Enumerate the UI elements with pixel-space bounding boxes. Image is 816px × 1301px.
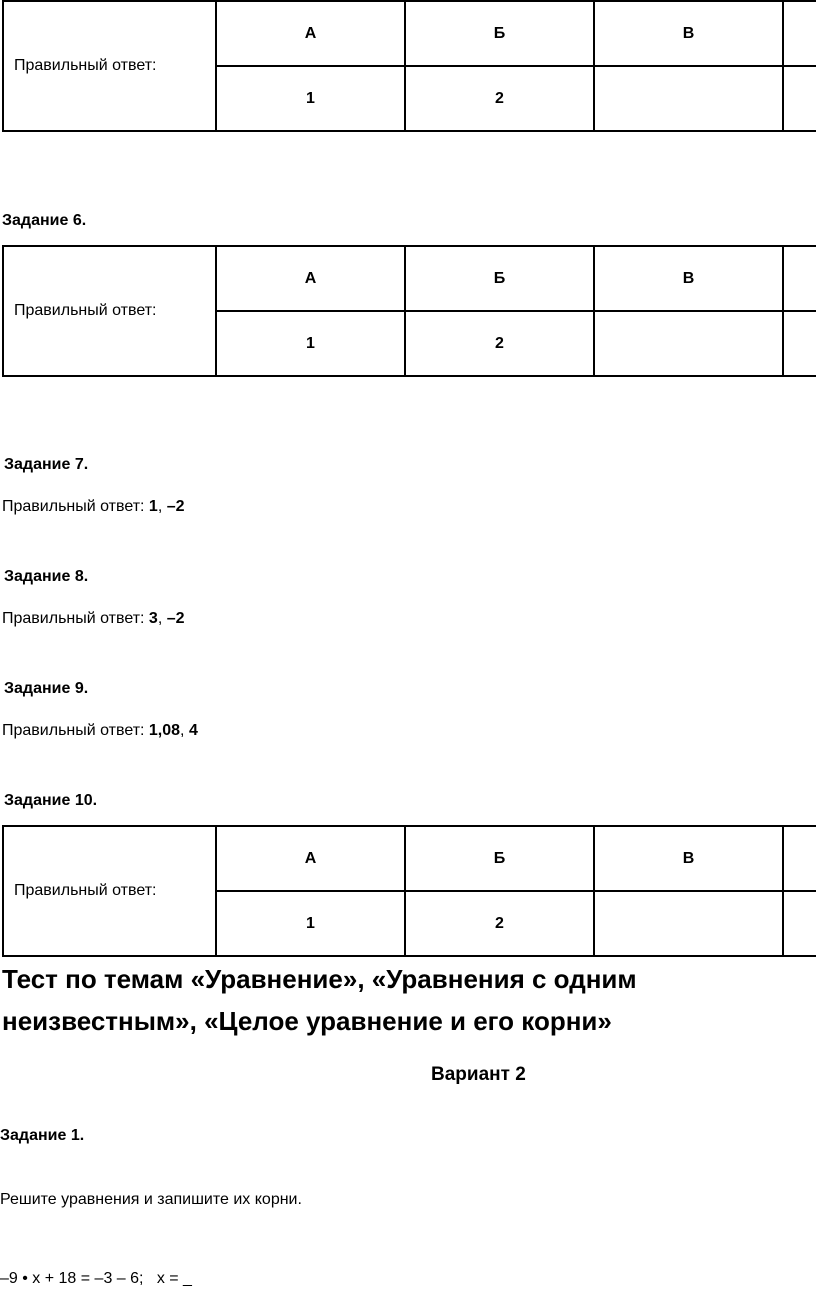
answer-separator: , xyxy=(180,722,189,739)
value-cell-b: 2 xyxy=(405,66,594,131)
task7-answer xyxy=(2,498,185,516)
value-cell-a: 1 xyxy=(216,311,405,376)
value-cell-v xyxy=(594,66,783,131)
answer-value-2: –2 xyxy=(166,610,185,627)
test-title-line-1: Тест по темам «Уравнение», «Уравнения с одним xyxy=(2,964,637,994)
value-cell-v xyxy=(594,891,783,956)
header-cell-g xyxy=(783,1,816,66)
task9-heading: Задание 9. xyxy=(4,680,89,697)
value-cell-g xyxy=(783,311,816,376)
answer-label: Правильный ответ: xyxy=(2,498,149,515)
header-cell-b: Б xyxy=(405,246,594,311)
answer-label: Правильный ответ: xyxy=(2,722,149,739)
answer-value-2: –2 xyxy=(166,498,185,515)
task8-heading: Задание 8. xyxy=(4,568,89,585)
task1-instruction: Решите уравнения и запишите их корни. xyxy=(0,1191,302,1208)
answer-separator: , xyxy=(157,610,167,627)
value-cell-v xyxy=(594,311,783,376)
header-cell-b: Б xyxy=(405,1,594,66)
answer-label: Правильный ответ: xyxy=(3,246,216,376)
value-cell-a: 1 xyxy=(216,66,405,131)
header-cell-a: А xyxy=(216,826,405,891)
task8-answer xyxy=(2,610,185,628)
answer-table-top xyxy=(2,0,816,132)
value-cell-a: 1 xyxy=(216,891,405,956)
value-cell-b: 2 xyxy=(405,891,594,956)
answer-label: Правильный ответ: xyxy=(2,610,149,627)
task6-heading: Задание 6. xyxy=(2,212,87,229)
answer-label: Правильный ответ: xyxy=(3,1,216,131)
value-cell-b: 2 xyxy=(405,311,594,376)
task1-equation: –9 • x + 18 = –3 – 6; x = _ xyxy=(0,1270,192,1287)
header-cell-g xyxy=(783,826,816,891)
value-cell-g xyxy=(783,891,816,956)
header-cell-g xyxy=(783,246,816,311)
answer-value-1: 1 xyxy=(148,498,158,515)
header-cell-v: В xyxy=(594,1,783,66)
header-cell-b: Б xyxy=(405,826,594,891)
task9-answer xyxy=(2,722,198,740)
answer-label: Правильный ответ: xyxy=(3,826,216,956)
task7-heading: Задание 7. xyxy=(4,456,89,473)
test-title-line-2: неизвестным», «Целое уравнение и его корни» xyxy=(2,1006,612,1036)
answer-table-task10 xyxy=(2,825,816,957)
task10-heading: Задание 10. xyxy=(4,792,98,809)
test-title xyxy=(2,958,637,1042)
header-cell-v: В xyxy=(594,246,783,311)
header-cell-a: А xyxy=(216,1,405,66)
header-cell-v: В xyxy=(594,826,783,891)
answer-separator: , xyxy=(157,498,167,515)
answer-value-2: 4 xyxy=(188,722,198,739)
task1-heading: Задание 1. xyxy=(0,1127,85,1144)
answer-table-task6 xyxy=(2,245,816,377)
variant-label: Вариант 2 xyxy=(431,1064,526,1085)
answer-value-1: 1,08 xyxy=(148,722,181,739)
header-cell-a: А xyxy=(216,246,405,311)
answer-value-1: 3 xyxy=(148,610,158,627)
value-cell-g xyxy=(783,66,816,131)
